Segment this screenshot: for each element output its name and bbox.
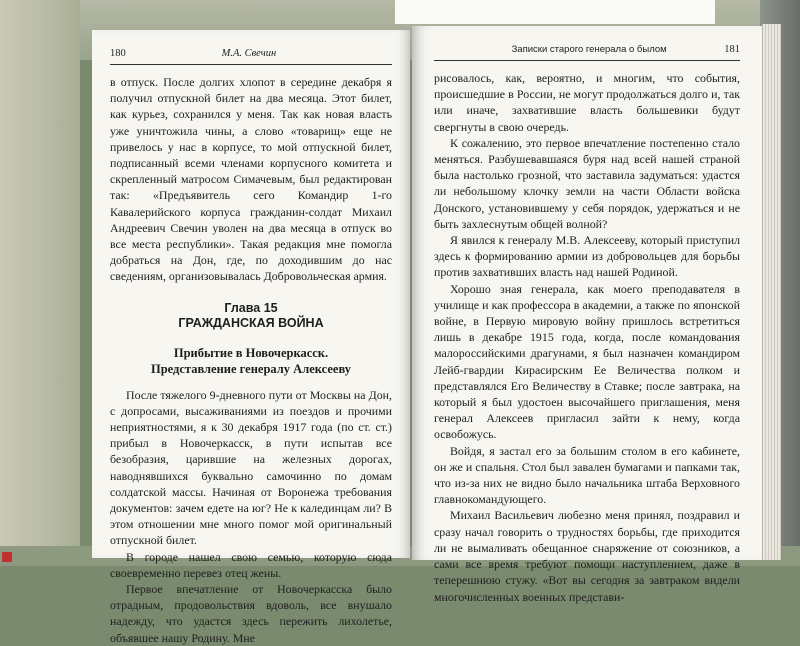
right-paragraph: Войдя, я застал его за большим столом в его кабинете, он же и спальня. Стол был завален бумагами и папками так, что из-за них не видно было начальника штаба Верховного главнокомандующего. <box>434 443 740 507</box>
header-spacer <box>372 48 392 59</box>
right-running-title: Записки старого генерала о былом <box>511 44 667 55</box>
left-page <box>92 30 410 645</box>
right-paragraph: Хорошо зная генерала, как моего преподавателя в училище и как профессора в академии, а также по японской войне, в Первую мировую войну пришлось встретиться лишь в декабре 1915 года, когда, после командования малороссийскими драгунами, я был назначен командиром Лейб-гвардии Кирасирским Ее Величества полком и представлялся Его Величеству в Ставке; после завтрака, на который я был удостоен высочайшего приглашения, меня генерал Алексеев пригласил зайти к нему, когда освобожусь. <box>434 281 740 442</box>
right-paragraph: Я явился к генералу М.В. Алексееву, который приступил здесь к формированию армии из добровольцев для борьбы против захвативших власть над нашей Родиной. <box>434 233 740 280</box>
right-page-header <box>434 44 740 55</box>
chapter-label: Глава 15 <box>224 300 278 315</box>
red-corner-mark <box>2 552 12 562</box>
chapter-title: ГРАЖДАНСКАЯ ВОЙНА <box>178 315 324 330</box>
book-page-edges <box>762 24 781 560</box>
section-heading <box>110 345 392 377</box>
right-page-number: 181 <box>724 44 740 55</box>
left-page-header <box>110 48 392 59</box>
left-header-rule <box>110 64 392 65</box>
right-page <box>412 26 762 604</box>
left-paragraph: Первое впечатление от Новочеркасска было отрадным, продовольствия вдоволь, все внушало надежду, что удастся здесь пережить лихолетье, объявшее нашу Родину. Мне <box>110 582 392 645</box>
header-spacer <box>434 44 454 55</box>
chapter-heading <box>110 301 392 331</box>
left-page-body <box>110 74 392 646</box>
left-paragraph: В городе нашел свою семью, которую сюда своевременно перевез отец жены. <box>110 549 392 580</box>
right-paragraph-continued: рисовалось, как, вероятно, и многим, что события, происшедшие в России, не могут продолжаться долго и, так или иначе, захватившие власть большевики будут свергнуты в свою очередь. <box>434 71 740 134</box>
section-title-line-2: Представление генералу Алексееву <box>150 361 352 376</box>
right-paragraph: К сожалению, это первое впечатление постепенно стало меняться. Разбушевавшаяся буря над всей нашей страной была настолько грозной, что заставила задуматься: удастся ли небольшому клочку земли на части Области войска Донского, установившему у себя порядок, удержаться и не быть захлеснутым общей волной? <box>434 135 740 231</box>
paper-flap <box>395 0 715 24</box>
section-title-line-1: Прибытие в Новочеркасск. <box>173 345 329 360</box>
left-running-title: М.А. Свечин <box>221 48 277 59</box>
left-paragraph-continued: в отпуск. После долгих хлопот в середине декабря я получил отпускной билет на два месяца. Этот билет, как курьез, сохранился у меня. Так как новая власть уже уничтожила чины, а слово «товарищ» еще не привелось у нас в корпусе, то мой отпускной билет, подписанный всеми членами корпусного комитета и скрепленный матросом Симачевым, был редактирован так: «Предъявитель сего Командир 1-го Кавалерийского корпуса гражданин-солдат Михаил Андреевич Свечин уволен на два месяца в отпуск во все места республики». Такая редакция мне помогла добраться на Дон, где, по доходившим до нас сведениям, организовывалась Добровольческая армия. <box>110 75 392 284</box>
right-page-body <box>434 70 740 605</box>
left-paragraph: После тяжелого 9-дневного пути от Москвы на Дон, с допросами, высаживаниями из поездов и прочими неприятностями, я к 30 декабря 1917 года (по ст. ст.) прибыл в Новочеркасск, в пути испытав все безобразия, царившие на железных дорогах, наводнявшихся буквально самочинно по домам солдатской массы. Начиная от Воронежа требования документов: зачем едете на юг? Не к калединцам ли? В этом отношении мне много помог мой оригинальный отпускной билет. <box>110 387 392 548</box>
right-paragraph: Михаил Васильевич любезно меня принял, поздравил и сразу начал говорить о трудностях борьбы, где приходится ли не вымаливать обещанное снаряжение от союзников, а сами все время требуют помощи наступлением, даже в теперешнюю стужу. «Вот вы сегодня за завтраком видели многочисленных военных представи- <box>434 508 740 604</box>
right-header-rule <box>434 60 740 61</box>
background-left <box>0 0 80 566</box>
left-page-number: 180 <box>110 48 126 59</box>
